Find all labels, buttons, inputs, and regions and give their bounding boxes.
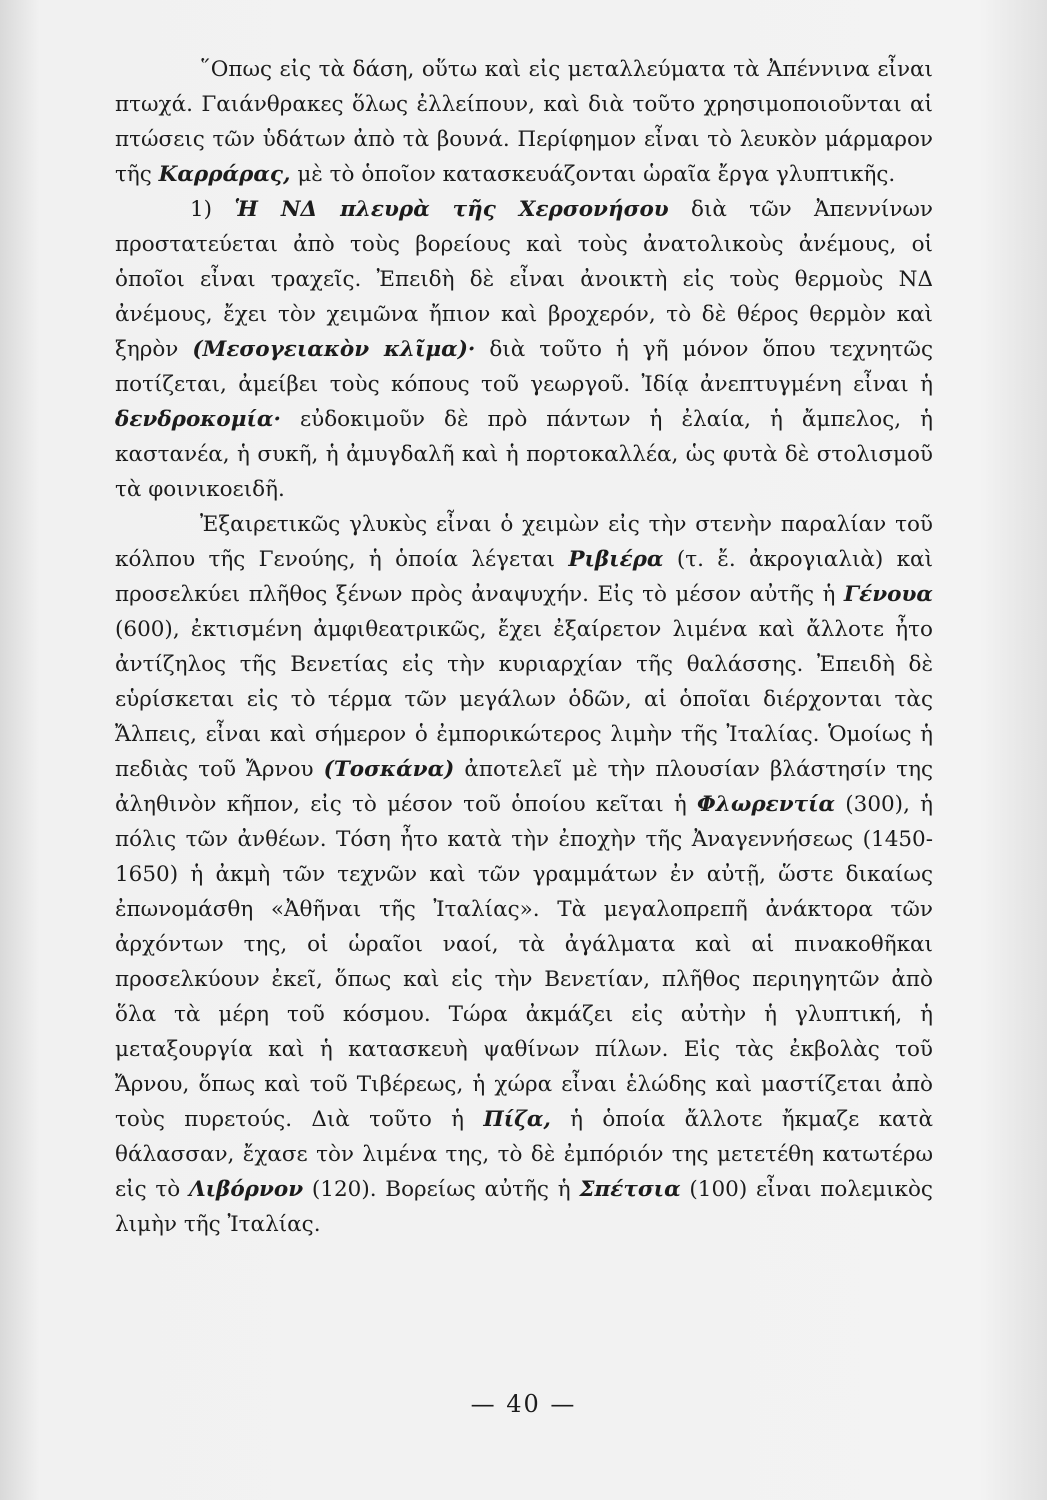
text-run: (300), ἡ πόλις τῶν ἀνθέων. Τόση ἦτο κατὰ τὴν ἐποχὴν τῆς Ἀναγεννήσεως (1450-1650) ἡ ἀκμὴ τῶν τεχνῶν καὶ τῶν γραμμάτων ἐν αὐτῇ, ὥστε δικαίως ἐπωνομάσθη «Ἀθῆναι τῆς Ἰταλίας». Τὰ μεγαλοπρεπῆ ἀνάκτορα τῶν ἀρχόντων της, οἱ ὡραῖοι ναοί, τὰ ἀγάλματα καὶ αἱ πινακοθῆκαι προσελκύουν ἐκεῖ, ὅπως καὶ εἰς τὴν Βενετίαν, πλῆθος περιηγητῶν ἀπὸ ὅλα τὰ μέρη τοῦ κόσμου. Τώρα ἀκμάζει εἰς αὐτὴν ἡ γλυπτική, ἡ μεταξουργία καὶ ἡ κατασκευὴ ψαθίνων πίλων. Εἰς τὰς ἐκβολὰς τοῦ Ἄρνου, ὅπως καὶ τοῦ Τιβέρεως, ἡ χώρα εἶναι ἑλώδης καὶ μαστίζεται ἀπὸ τοὺς πυρετούς. Διὰ τοῦτο ἡ bbox=[115, 792, 933, 1132]
text-run: (120). Βορείως αὐτῆς ἡ bbox=[311, 1177, 571, 1202]
paragraph-3 bbox=[115, 507, 933, 1242]
text-run: ἀποτελεῖ μὲ τὴν πλουσίαν βλάστησίν της ἀληθινὸν κῆπον, εἰς τὸ μέσον τοῦ ὁποίου κεῖται ἡ bbox=[115, 757, 933, 817]
paragraph-1 bbox=[115, 52, 933, 192]
bold-term: Καρράρας, bbox=[158, 162, 291, 187]
bold-term: Πίζα, bbox=[483, 1107, 551, 1132]
bold-term: Ἡ ΝΔ πλευρὰ τῆς Χερσονήσου bbox=[234, 197, 669, 222]
text-run: εὐδοκιμοῦν δὲ πρὸ πάντων ἡ ἐλαία, ἡ ἄμπελος, ἡ καστανέα, ἡ συκῆ, ἡ ἀμυγδαλῆ καὶ ἡ πορτοκαλλέα, ὡς φυτὰ δὲ στολισμοῦ τὰ φοινικοειδῆ. bbox=[115, 407, 934, 502]
bold-term: Φλωρεντία bbox=[697, 792, 836, 817]
text-run: (100) εἶναι πολεμικὸς λιμὴν τῆς Ἰταλίας. bbox=[115, 1177, 933, 1237]
bold-term: Γένουα bbox=[843, 582, 933, 607]
bold-term: (Μεσογειακὸν κλῖμα)· bbox=[192, 337, 476, 362]
bold-term: Λιβόρνον bbox=[188, 1177, 304, 1202]
bold-term: (Τοσκάνα) bbox=[323, 757, 455, 782]
text-run: (600), ἐκτισμένη ἀμφιθεατρικῶς, ἔχει ἐξαίρετον λιμένα καὶ ἄλλοτε ἦτο ἀντίζηλος τῆς Βενετίας εἰς τὴν κυριαρχίαν τῆς θαλάσσης. Ἐπειδὴ δὲ εὑρίσκεται εἰς τὸ τέρμα τῶν μεγάλων ὁδῶν, αἱ ὁποῖαι διέρχονται τὰς Ἄλπεις, εἶναι καὶ σήμερον ὁ ἐμπορικώτερος λιμὴν τῆς Ἰταλίας. Ὁμοίως ἡ πεδιὰς τοῦ Ἄρνου bbox=[115, 617, 933, 782]
section-number: 1) bbox=[190, 197, 213, 222]
text-run: μὲ τὸ ὁποῖον κατασκευάζονται ὡραῖα ἔργα γλυπτικῆς. bbox=[297, 162, 896, 187]
text-run: ἡ ὁποία ἄλλοτε ἤκμαζε κατὰ θάλασσαν, ἔχασε τὸν λιμένα της, τὸ δὲ ἐμπόριόν της μετετέθη κατωτέρω εἰς τὸ bbox=[115, 1107, 933, 1202]
page-number: — 40 — bbox=[470, 1390, 577, 1418]
text-run: διὰ τῶν Ἀπεννίνων προστατεύεται ἀπὸ τοὺς βορείους καὶ τοὺς ἀνατολικοὺς ἀνέμους, οἱ ὁποῖοι εἶναι τραχεῖς. Ἐπειδὴ δὲ εἶναι ἀνοικτὴ εἰς τοὺς θερμοὺς ΝΔ ἀνέμους, ἔχει τὸν χειμῶνα ἤπιον καὶ βροχερόν, τὸ δὲ θέρος θερμὸν καὶ ξηρὸν bbox=[115, 197, 933, 362]
text-run: (τ. ἔ. ἀκρογιαλιὰ) καὶ προσελκύει πλῆθος ξένων πρὸς ἀναψυχήν. Εἰς τὸ μέσον αὐτῆς ἡ bbox=[115, 547, 933, 607]
paragraph-2 bbox=[115, 192, 933, 507]
text-run: Ἐξαιρετικῶς γλυκὺς εἶναι ὁ χειμὼν εἰς τὴν στενὴν παραλίαν τοῦ κόλπου τῆς Γενούης, ἡ ὁποία λέγεται bbox=[115, 512, 933, 572]
bold-term: Ριβιέρα bbox=[568, 547, 664, 572]
body-text bbox=[115, 52, 933, 1242]
text-run: διὰ τοῦτο ἡ γῆ μόνον ὅπου τεχνητῶς ποτίζεται, ἀμείβει τοὺς κόπους τοῦ γεωργοῦ. Ἰδίᾳ ἀνεπτυγμένη εἶναι ἡ bbox=[115, 337, 934, 397]
bold-term: δενδροκομία· bbox=[115, 407, 281, 432]
bold-term: Σπέτσια bbox=[579, 1177, 681, 1202]
text-run: ῞Οπως εἰς τὰ δάση, οὕτω καὶ εἰς μεταλλεύματα τὰ Ἀπέννινα εἶναι πτωχά. Γαιάνθρακες ὅλως ἐλλείπουν, καὶ διὰ τοῦτο χρησιμοποιοῦνται αἱ πτώσεις τῶν ὑδάτων ἀπὸ τὰ βουνά. Περίφημον εἶναι τὸ λευκὸν μάρμαρον τῆς bbox=[115, 57, 933, 187]
